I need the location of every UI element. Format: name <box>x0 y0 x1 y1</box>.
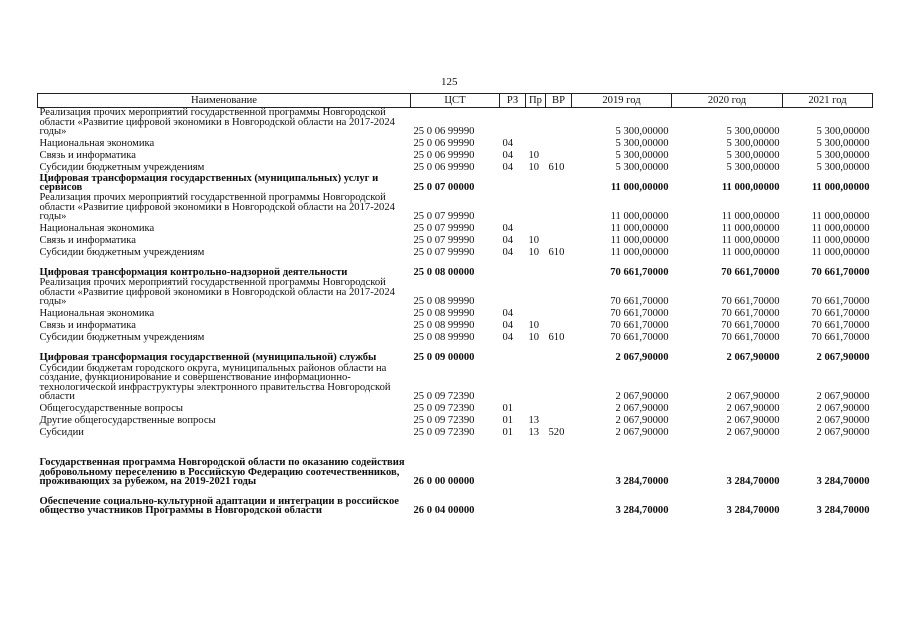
cell-cst: 25 0 09 00000 <box>413 352 475 364</box>
cell-rz <box>500 343 526 363</box>
cell-pr <box>526 222 546 234</box>
cell-cst: 25 0 07 99990 <box>413 223 475 235</box>
cell-cst: 25 0 09 72390 <box>413 427 475 439</box>
cell-vr <box>546 222 572 234</box>
cell-pr <box>526 108 546 138</box>
cell-y2020: 11 000,00000 <box>721 182 780 194</box>
cell-rz <box>500 193 526 222</box>
cell-rz: 04 <box>502 332 514 344</box>
cell-y2021: 11 000,00000 <box>811 247 870 259</box>
cell-pr: 10 <box>528 162 540 174</box>
cell-pr: 10 <box>528 150 540 162</box>
cell-rz <box>500 438 526 487</box>
cell-rz <box>500 108 526 138</box>
table-row <box>38 193 873 222</box>
cell-name: Связь и информатика <box>39 320 136 332</box>
cell-y2020: 5 300,00000 <box>726 162 780 174</box>
cell-name: Субсидии бюджетным учреждениям <box>39 162 205 174</box>
cell-rz: 04 <box>502 320 514 332</box>
cell-pr <box>526 278 546 307</box>
cell-y2020: 11 000,00000 <box>721 211 780 223</box>
cell-vr <box>546 402 572 414</box>
cell-rz: 04 <box>502 138 514 150</box>
cell-y2021: 11 000,00000 <box>811 223 870 235</box>
cell-y2019: 70 661,70000 <box>610 308 669 320</box>
cell-rz <box>500 278 526 307</box>
cell-y2019: 5 300,00000 <box>615 162 669 174</box>
cell-y2019: 11 000,00000 <box>610 247 669 259</box>
cell-pr: 13 <box>528 427 540 439</box>
cell-cst: 25 0 08 99990 <box>413 308 475 320</box>
cell-y2021: 5 300,00000 <box>816 138 870 150</box>
header-rz: РЗ <box>500 94 526 108</box>
cell-vr <box>546 414 572 426</box>
cell-name: Другие общегосударственные вопросы <box>39 415 216 427</box>
cell-vr <box>546 173 572 193</box>
cell-vr <box>546 487 572 516</box>
cell-cst: 25 0 07 99990 <box>413 247 475 259</box>
cell-name: Реализация прочих мероприятий государственной программы Новгородской области «Развитие цифровой экономики в Новгородской области на 2017-2024 годы» <box>39 192 395 223</box>
cell-y2021: 11 000,00000 <box>811 235 870 247</box>
table-row <box>38 137 873 149</box>
cell-y2021: 2 067,90000 <box>816 415 870 427</box>
cell-y2020: 5 300,00000 <box>726 138 780 150</box>
header-name: Наименование <box>38 94 411 108</box>
cell-y2019: 2 067,90000 <box>615 403 669 415</box>
table-row <box>38 343 873 363</box>
cell-vr: 520 <box>548 427 565 439</box>
cell-y2021: 5 300,00000 <box>816 126 870 138</box>
table-row <box>38 402 873 414</box>
cell-y2020: 2 067,90000 <box>726 403 780 415</box>
cell-pr: 10 <box>528 332 540 344</box>
cell-pr <box>526 438 546 487</box>
cell-cst: 25 0 08 00000 <box>413 267 475 279</box>
cell-cst: 25 0 07 99990 <box>413 235 475 247</box>
cell-vr: 610 <box>548 247 565 259</box>
table-body <box>38 108 873 517</box>
table-row <box>38 173 873 193</box>
table-row <box>38 258 873 278</box>
cell-cst: 26 0 04 00000 <box>413 505 475 517</box>
cell-vr: 610 <box>548 162 565 174</box>
cell-rz: 04 <box>502 308 514 320</box>
cell-y2020: 70 661,70000 <box>721 332 780 344</box>
cell-pr <box>526 363 546 402</box>
cell-name: Цифровая трансформация контрольно-надзорной деятельности <box>39 267 348 279</box>
cell-vr <box>546 258 572 278</box>
cell-y2021: 3 284,70000 <box>816 505 870 517</box>
cell-cst: 25 0 06 99990 <box>413 162 475 174</box>
cell-rz: 04 <box>502 223 514 235</box>
cell-cst: 25 0 09 72390 <box>413 403 475 415</box>
cell-y2020: 11 000,00000 <box>721 247 780 259</box>
table-row <box>38 414 873 426</box>
table-row <box>38 278 873 307</box>
cell-vr: 610 <box>548 332 565 344</box>
table-row <box>38 108 873 138</box>
cell-y2021: 70 661,70000 <box>811 267 870 279</box>
cell-pr <box>526 307 546 319</box>
cell-name: Государственная программа Новгородской области по оказанию содействия добровольному переселению в Российскую Федерацию соотечественников, проживающих за рубежом, на 2019-2021 годы <box>39 457 405 488</box>
cell-cst: 26 0 00 00000 <box>413 476 475 488</box>
cell-name: Национальная экономика <box>39 138 155 150</box>
cell-vr <box>546 149 572 161</box>
cell-name: Реализация прочих мероприятий государственной программы Новгородской области «Развитие цифровой экономики в Новгородской области на 2017-2024 годы» <box>39 107 395 138</box>
cell-cst: 25 0 06 99990 <box>413 138 475 150</box>
cell-y2019: 11 000,00000 <box>610 235 669 247</box>
table-row <box>38 319 873 331</box>
table-row <box>38 222 873 234</box>
cell-y2019: 70 661,70000 <box>610 296 669 308</box>
cell-y2020: 11 000,00000 <box>721 223 780 235</box>
cell-cst: 25 0 07 99990 <box>413 211 475 223</box>
cell-pr <box>526 343 546 363</box>
cell-y2019: 2 067,90000 <box>615 352 669 364</box>
cell-y2021: 2 067,90000 <box>816 427 870 439</box>
table-row <box>38 426 873 438</box>
cell-y2020: 70 661,70000 <box>721 308 780 320</box>
cell-pr <box>526 137 546 149</box>
cell-y2020: 11 000,00000 <box>721 235 780 247</box>
table-header-row <box>38 94 873 108</box>
cell-y2019: 2 067,90000 <box>615 427 669 439</box>
cell-name: Национальная экономика <box>39 223 155 235</box>
cell-name: Субсидии бюджетным учреждениям <box>39 247 205 259</box>
cell-vr <box>546 319 572 331</box>
cell-rz: 04 <box>502 247 514 259</box>
cell-y2020: 2 067,90000 <box>726 352 780 364</box>
cell-pr <box>526 193 546 222</box>
cell-y2020: 70 661,70000 <box>721 320 780 332</box>
cell-y2020: 2 067,90000 <box>726 427 780 439</box>
cell-y2021: 70 661,70000 <box>811 320 870 332</box>
cell-y2021: 70 661,70000 <box>811 332 870 344</box>
cell-cst: 25 0 08 99990 <box>413 332 475 344</box>
cell-y2019: 70 661,70000 <box>610 320 669 332</box>
cell-vr <box>546 363 572 402</box>
header-2021: 2021 год <box>783 94 873 108</box>
cell-y2021: 70 661,70000 <box>811 296 870 308</box>
cell-pr: 13 <box>528 415 540 427</box>
cell-rz <box>500 258 526 278</box>
cell-pr <box>526 402 546 414</box>
cell-y2019: 11 000,00000 <box>610 211 669 223</box>
cell-y2020: 2 067,90000 <box>726 391 780 403</box>
cell-y2021: 70 661,70000 <box>811 308 870 320</box>
table-row <box>38 246 873 258</box>
page-number: 125 <box>441 76 458 88</box>
cell-name: Связь и информатика <box>39 150 136 162</box>
cell-vr <box>546 234 572 246</box>
cell-vr <box>546 193 572 222</box>
cell-y2021: 2 067,90000 <box>816 352 870 364</box>
cell-y2021: 5 300,00000 <box>816 150 870 162</box>
table-row <box>38 487 873 516</box>
cell-y2021: 2 067,90000 <box>816 403 870 415</box>
cell-y2019: 5 300,00000 <box>615 126 669 138</box>
table-row <box>38 438 873 487</box>
cell-pr: 10 <box>528 235 540 247</box>
cell-y2019: 11 000,00000 <box>610 223 669 235</box>
header-vr: ВР <box>546 94 572 108</box>
cell-name: Цифровая трансформация государственных (муниципальных) услуг и сервисов <box>39 172 379 194</box>
cell-y2021: 11 000,00000 <box>811 182 870 194</box>
cell-rz: 01 <box>502 427 514 439</box>
cell-cst: 25 0 09 72390 <box>413 391 475 403</box>
cell-rz: 04 <box>502 150 514 162</box>
cell-vr <box>546 137 572 149</box>
cell-y2020: 3 284,70000 <box>726 476 780 488</box>
cell-y2021: 3 284,70000 <box>816 476 870 488</box>
cell-y2019: 5 300,00000 <box>615 150 669 162</box>
cell-y2020: 2 067,90000 <box>726 415 780 427</box>
cell-name: Субсидии бюджетам городского округа, муниципальных районов области на создание, функционирование и совершенствование информационно-технологической инфраструктуры электронного правительства Новгородской области <box>39 362 391 403</box>
cell-y2019: 2 067,90000 <box>615 391 669 403</box>
cell-name: Цифровая трансформация государственной (муниципальной) службы <box>39 352 377 364</box>
cell-pr <box>526 258 546 278</box>
cell-y2019: 70 661,70000 <box>610 332 669 344</box>
table-row <box>38 161 873 173</box>
cell-rz: 01 <box>502 403 514 415</box>
table-row <box>38 149 873 161</box>
cell-rz: 04 <box>502 162 514 174</box>
cell-name: Общегосударственные вопросы <box>39 403 183 415</box>
header-2019: 2019 год <box>572 94 672 108</box>
header-2020: 2020 год <box>672 94 783 108</box>
cell-vr <box>546 438 572 487</box>
cell-cst: 25 0 08 99990 <box>413 296 475 308</box>
cell-pr: 10 <box>528 247 540 259</box>
cell-cst: 25 0 08 99990 <box>413 320 475 332</box>
cell-name: Обеспечение социально-культурной адаптации и интеграции в российское общество участников Программы в Новгородской области <box>39 495 399 517</box>
cell-rz: 04 <box>502 235 514 247</box>
cell-y2019: 11 000,00000 <box>610 182 669 194</box>
cell-vr <box>546 278 572 307</box>
table-row <box>38 363 873 402</box>
cell-name: Связь и информатика <box>39 235 136 247</box>
cell-rz <box>500 363 526 402</box>
cell-name: Субсидии <box>39 427 84 439</box>
table-row <box>38 331 873 343</box>
cell-y2020: 70 661,70000 <box>721 296 780 308</box>
cell-y2020: 3 284,70000 <box>726 505 780 517</box>
table-row <box>38 307 873 319</box>
cell-y2021: 5 300,00000 <box>816 162 870 174</box>
cell-y2019: 2 067,90000 <box>615 415 669 427</box>
cell-y2021: 2 067,90000 <box>816 391 870 403</box>
cell-cst: 25 0 09 72390 <box>413 415 475 427</box>
cell-cst: 25 0 06 99990 <box>413 126 475 138</box>
cell-y2021: 11 000,00000 <box>811 211 870 223</box>
cell-name: Субсидии бюджетным учреждениям <box>39 332 205 344</box>
cell-rz <box>500 487 526 516</box>
header-pr: Пр <box>526 94 546 108</box>
cell-vr <box>546 307 572 319</box>
cell-y2019: 70 661,70000 <box>610 267 669 279</box>
cell-y2020: 5 300,00000 <box>726 126 780 138</box>
cell-pr <box>526 173 546 193</box>
cell-y2019: 3 284,70000 <box>615 505 669 517</box>
cell-pr <box>526 487 546 516</box>
budget-table <box>37 93 873 516</box>
cell-name: Реализация прочих мероприятий государственной программы Новгородской области «Развитие цифровой экономики в Новгородской области на 2017-2024 годы» <box>39 277 395 308</box>
cell-cst: 25 0 06 99990 <box>413 150 475 162</box>
table-row <box>38 234 873 246</box>
cell-cst: 25 0 07 00000 <box>413 182 475 194</box>
cell-rz <box>500 173 526 193</box>
header-cst: ЦСТ <box>411 94 500 108</box>
cell-pr: 10 <box>528 320 540 332</box>
cell-y2019: 5 300,00000 <box>615 138 669 150</box>
cell-y2020: 70 661,70000 <box>721 267 780 279</box>
cell-vr <box>546 343 572 363</box>
cell-y2019: 3 284,70000 <box>615 476 669 488</box>
cell-rz: 01 <box>502 415 514 427</box>
cell-y2020: 5 300,00000 <box>726 150 780 162</box>
cell-vr <box>546 108 572 138</box>
cell-name: Национальная экономика <box>39 308 155 320</box>
